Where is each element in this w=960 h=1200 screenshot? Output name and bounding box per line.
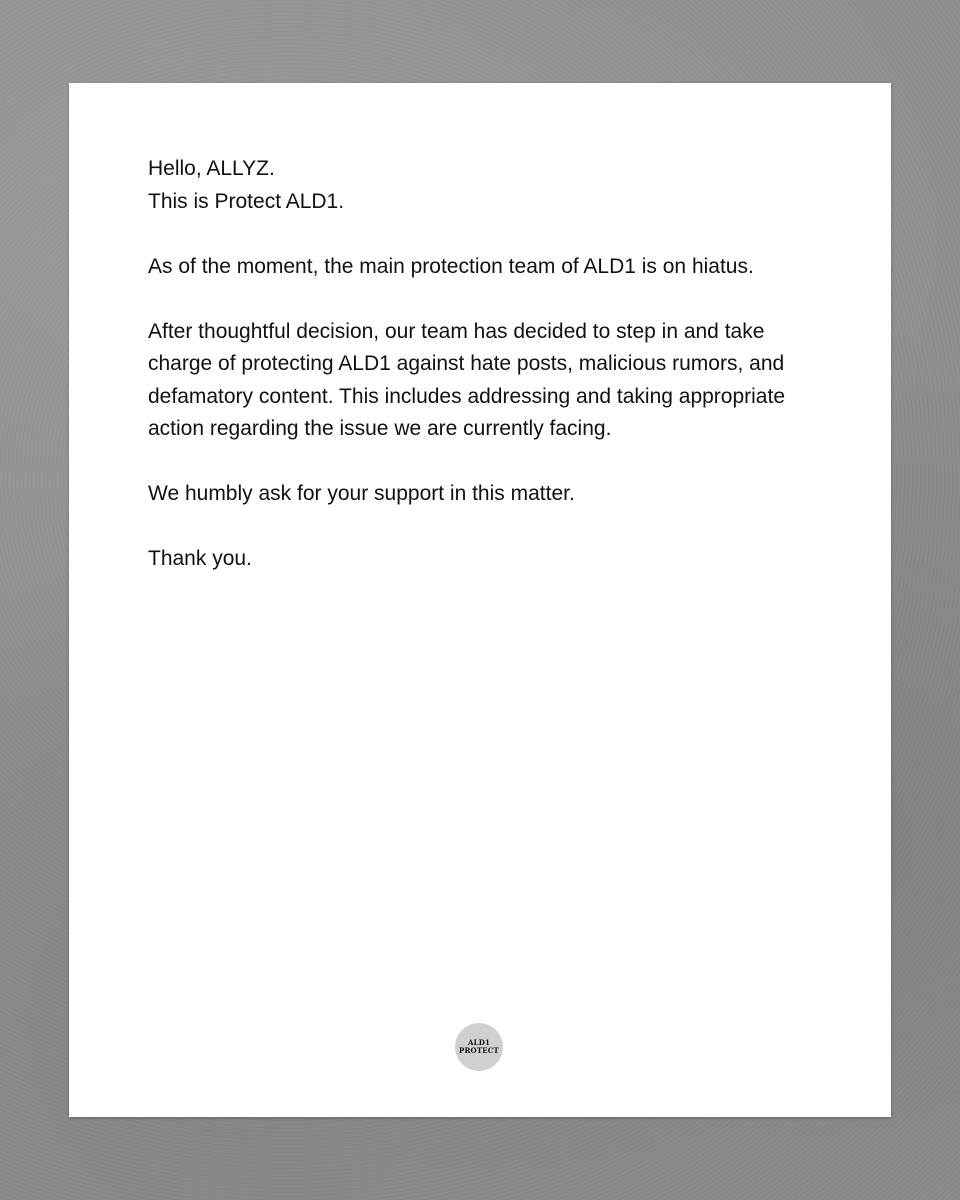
logo-line-1: ALD1 bbox=[467, 1038, 491, 1047]
letter-body bbox=[148, 153, 828, 576]
paragraph-hiatus: As of the moment, the main protection team of ALD1 is on hiatus. bbox=[148, 254, 754, 278]
paragraph-support: We humbly ask for your support in this matter. bbox=[148, 482, 575, 505]
paragraph-decision: After thoughtful decision, our team has decided to step in and take charge of protecting ALD1 against hate posts, malicious rumors, and defamatory content. This includes addressing and taking appropriate action regarding the issue we are currently facing. bbox=[148, 319, 786, 440]
ald1-protect-logo bbox=[455, 1023, 503, 1071]
letter-paper bbox=[69, 83, 891, 1117]
logo-line-2: PROTECT bbox=[459, 1046, 499, 1055]
greeting: Hello, ALLYZ. bbox=[148, 157, 275, 180]
closing: Thank you. bbox=[148, 547, 252, 570]
intro-line: This is Protect ALD1. bbox=[148, 189, 345, 213]
